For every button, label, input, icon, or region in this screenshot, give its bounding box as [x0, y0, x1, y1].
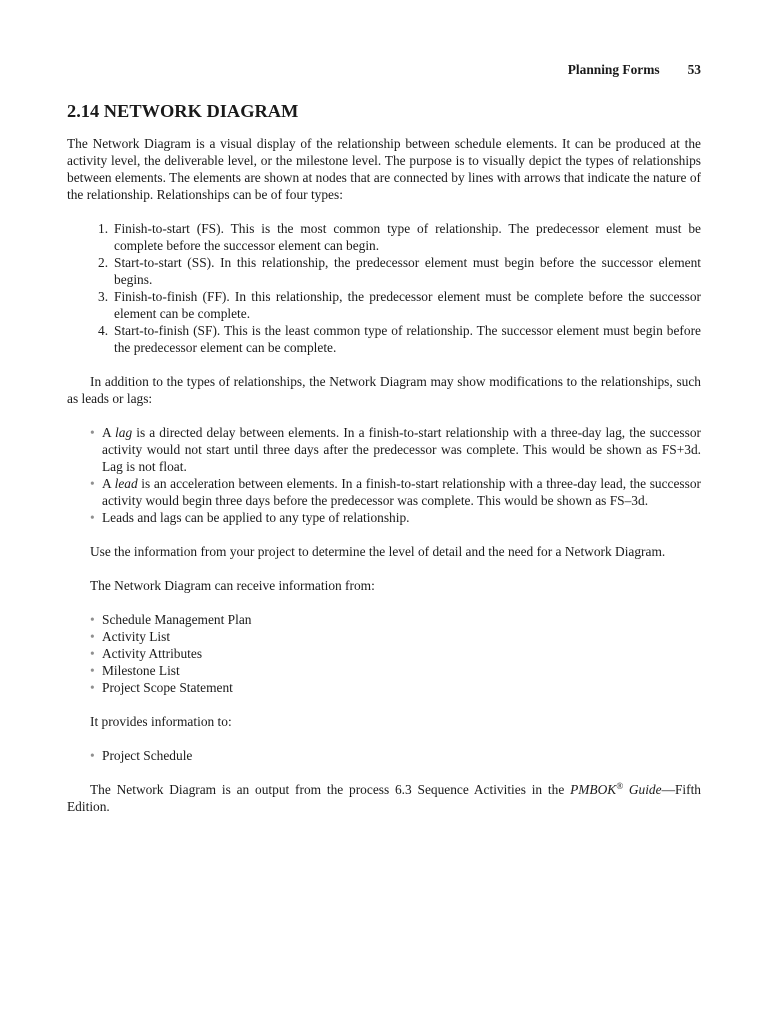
list-item — [98, 322, 701, 356]
bullet-icon: • — [90, 748, 95, 763]
list-item: • Activity List — [90, 629, 171, 644]
list-item-number: 4. — [98, 323, 109, 338]
list-item-text: Start-to-finish (SF). This is the least common type of relationship. The successor element must begin before the predecessor element can be complete. — [114, 323, 701, 355]
running-head — [568, 61, 701, 78]
section-heading: 2.14 NETWORK DIAGRAM — [67, 101, 299, 121]
list-item-number: 2. — [98, 255, 109, 270]
list-item-text: Finish-to-start (FS). This is the most common type of relationship. The predecessor element must be complete before the successor element can begin. — [114, 221, 701, 253]
list-item: • Leads and lags can be applied to any type of relationship. — [90, 510, 410, 525]
bullet-icon: • — [90, 612, 95, 627]
list-item: • Schedule Management Plan — [90, 612, 252, 627]
list-item — [98, 288, 701, 322]
list-item — [98, 220, 701, 254]
pmbok-guide-title: PMBOK® Guide — [570, 781, 662, 797]
outputs-list — [67, 747, 701, 764]
modifications-paragraph: In addition to the types of relationships, the Network Diagram may show modifications to the relationships, such as leads or lags: — [67, 374, 701, 406]
registered-mark: ® — [616, 781, 624, 791]
list-item: • Activity Attributes — [90, 646, 203, 661]
bullet-icon: • — [90, 476, 95, 491]
running-head-title: Planning Forms — [567, 62, 660, 77]
bullet-icon: • — [90, 663, 95, 678]
bullet-icon: • — [90, 510, 95, 525]
intro-paragraph: The Network Diagram is a visual display of the relationship between schedule elements. It can be produced at the activity level, the deliverable level, or the milestone level. The purpose is to visually depict the types of relationships between elements. The elements are shown at nodes that are connected by lines with arrows that indicate the nature of the relationship. Relationships can be of four types: — [67, 136, 701, 202]
list-item-number: 1. — [98, 221, 109, 236]
list-item-text: Start-to-start (SS). In this relationship, the predecessor element must begin before the successor element begins. — [114, 255, 701, 287]
list-item — [98, 254, 701, 288]
inputs-list — [67, 611, 701, 696]
bullet-icon: • — [90, 680, 95, 695]
lag-term: lag — [115, 425, 133, 440]
bullet-icon: • — [90, 646, 95, 661]
inputs-heading: The Network Diagram can receive information from: — [90, 578, 375, 593]
relationship-types-list — [67, 220, 701, 356]
use-paragraph: Use the information from your project to determine the level of detail and the need for a Network Diagram. — [90, 544, 666, 559]
list-item: • Project Scope Statement — [90, 680, 233, 695]
outputs-heading: It provides information to: — [90, 714, 232, 729]
lead-term: lead — [114, 476, 138, 491]
list-item-lead: • A lead is an acceleration between elements. In a finish-to-start relationship with a three-day lead, the successor activity would begin three days before the predecessor was complete. This would be shown as FS–3d. — [90, 476, 702, 508]
list-item: • Milestone List — [90, 663, 180, 678]
modifications-list — [67, 424, 701, 526]
list-item-text: Finish-to-finish (FF). In this relationship, the predecessor element must be complete before the successor element can be complete. — [114, 289, 701, 321]
closing-paragraph: The Network Diagram is an output from the process 6.3 Sequence Activities in the PMBOK® Guide—Fifth Edition. — [67, 781, 701, 814]
list-item-number: 3. — [98, 289, 109, 304]
body-text — [67, 135, 701, 815]
bullet-icon: • — [90, 425, 95, 440]
bullet-icon: • — [90, 629, 95, 644]
list-item: • Project Schedule — [90, 748, 193, 763]
page-number: 53 — [687, 62, 701, 77]
list-item-lag: • A lag is a directed delay between elements. In a finish-to-start relationship with a three-day lag, the successor activity would not start until three days after the predecessor was complete. This would be shown as FS+3d. Lag is not float. — [90, 425, 702, 474]
